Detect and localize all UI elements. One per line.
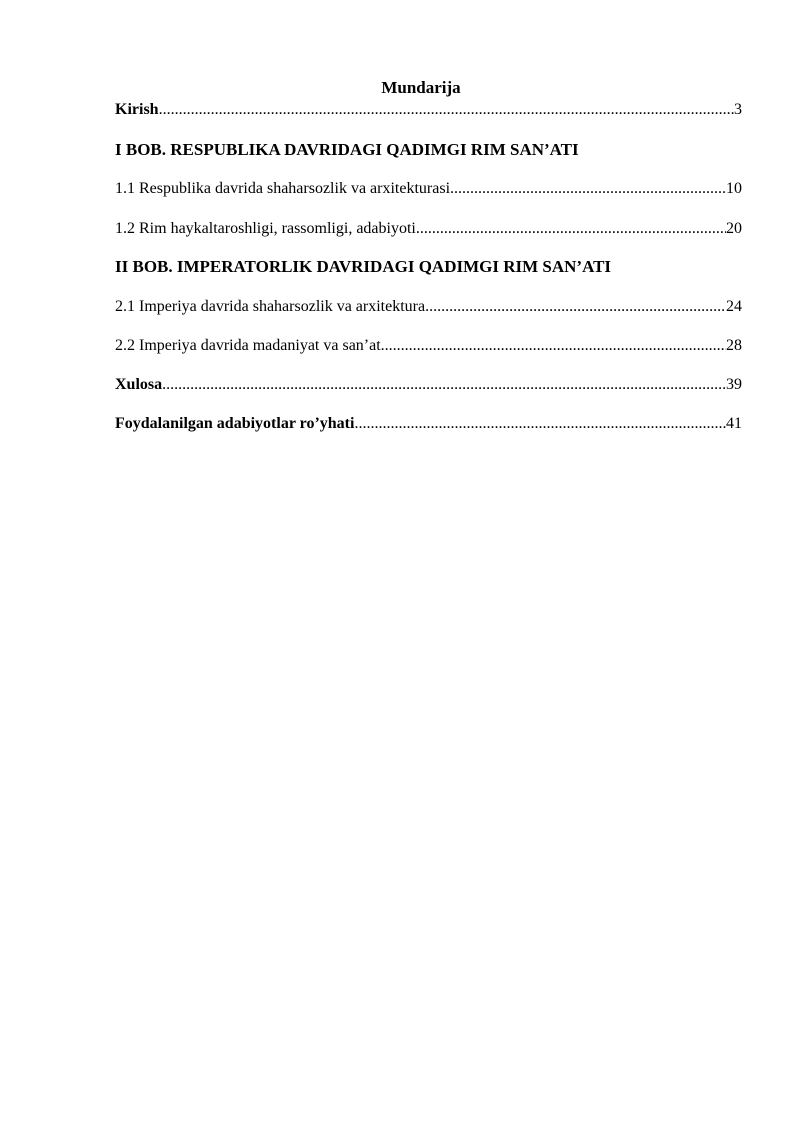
toc-entry-page: 28 <box>726 337 742 354</box>
toc-dot-leader <box>354 413 726 435</box>
toc-entry-2-2[interactable] <box>115 335 742 357</box>
toc-entry-2-1[interactable] <box>115 296 742 318</box>
toc-dot-leader <box>159 99 734 121</box>
toc-dot-leader <box>425 296 726 318</box>
toc-entry-1-2[interactable] <box>115 218 742 240</box>
toc-entry-label: Foydalanilgan adabiyotlar ro’yhati <box>115 415 355 432</box>
toc-entry-page: 20 <box>726 220 742 237</box>
toc-entry-label: 2.2 Imperiya davrida madaniyat va san’at <box>115 337 381 354</box>
toc-chapter-heading-2[interactable]: II BOB. IMPERATORLIK DAVRIDAGI QADIMGI RIM SAN’ATI <box>115 257 612 276</box>
toc-entry-page: 24 <box>726 298 742 315</box>
toc-dot-leader <box>162 374 726 396</box>
toc-entry-label: 2.1 Imperiya davrida shaharsozlik va arxitektura <box>115 298 426 315</box>
toc-title: Mundarija <box>381 78 461 97</box>
toc-entry-adabiyotlar[interactable] <box>115 413 742 435</box>
toc-entry-label: 1.2 Rim haykaltaroshligi, rassomligi, adabiyoti <box>115 220 416 237</box>
toc-entry-xulosa[interactable] <box>115 374 742 396</box>
toc-entry-page: 10 <box>726 180 742 197</box>
toc-entry-kirish[interactable] <box>115 99 742 121</box>
toc-chapter-heading-1[interactable]: I BOB. RESPUBLIKA DAVRIDAGI QADIMGI RIM SAN’ATI <box>115 140 579 159</box>
toc-dot-leader <box>381 335 726 357</box>
toc-entry-page: 39 <box>726 376 742 393</box>
toc-entry-label: 1.1 Respublika davrida shaharsozlik va arxitekturasi <box>115 180 451 197</box>
toc-dot-leader <box>416 218 726 240</box>
toc-entry-page: 3 <box>734 101 742 118</box>
toc-dot-leader <box>450 178 726 200</box>
toc-entry-label: Xulosa <box>115 376 163 393</box>
toc-entry-label: Kirish <box>115 101 159 118</box>
toc-entry-page: 41 <box>726 415 742 432</box>
toc-entry-1-1[interactable] <box>115 178 742 200</box>
